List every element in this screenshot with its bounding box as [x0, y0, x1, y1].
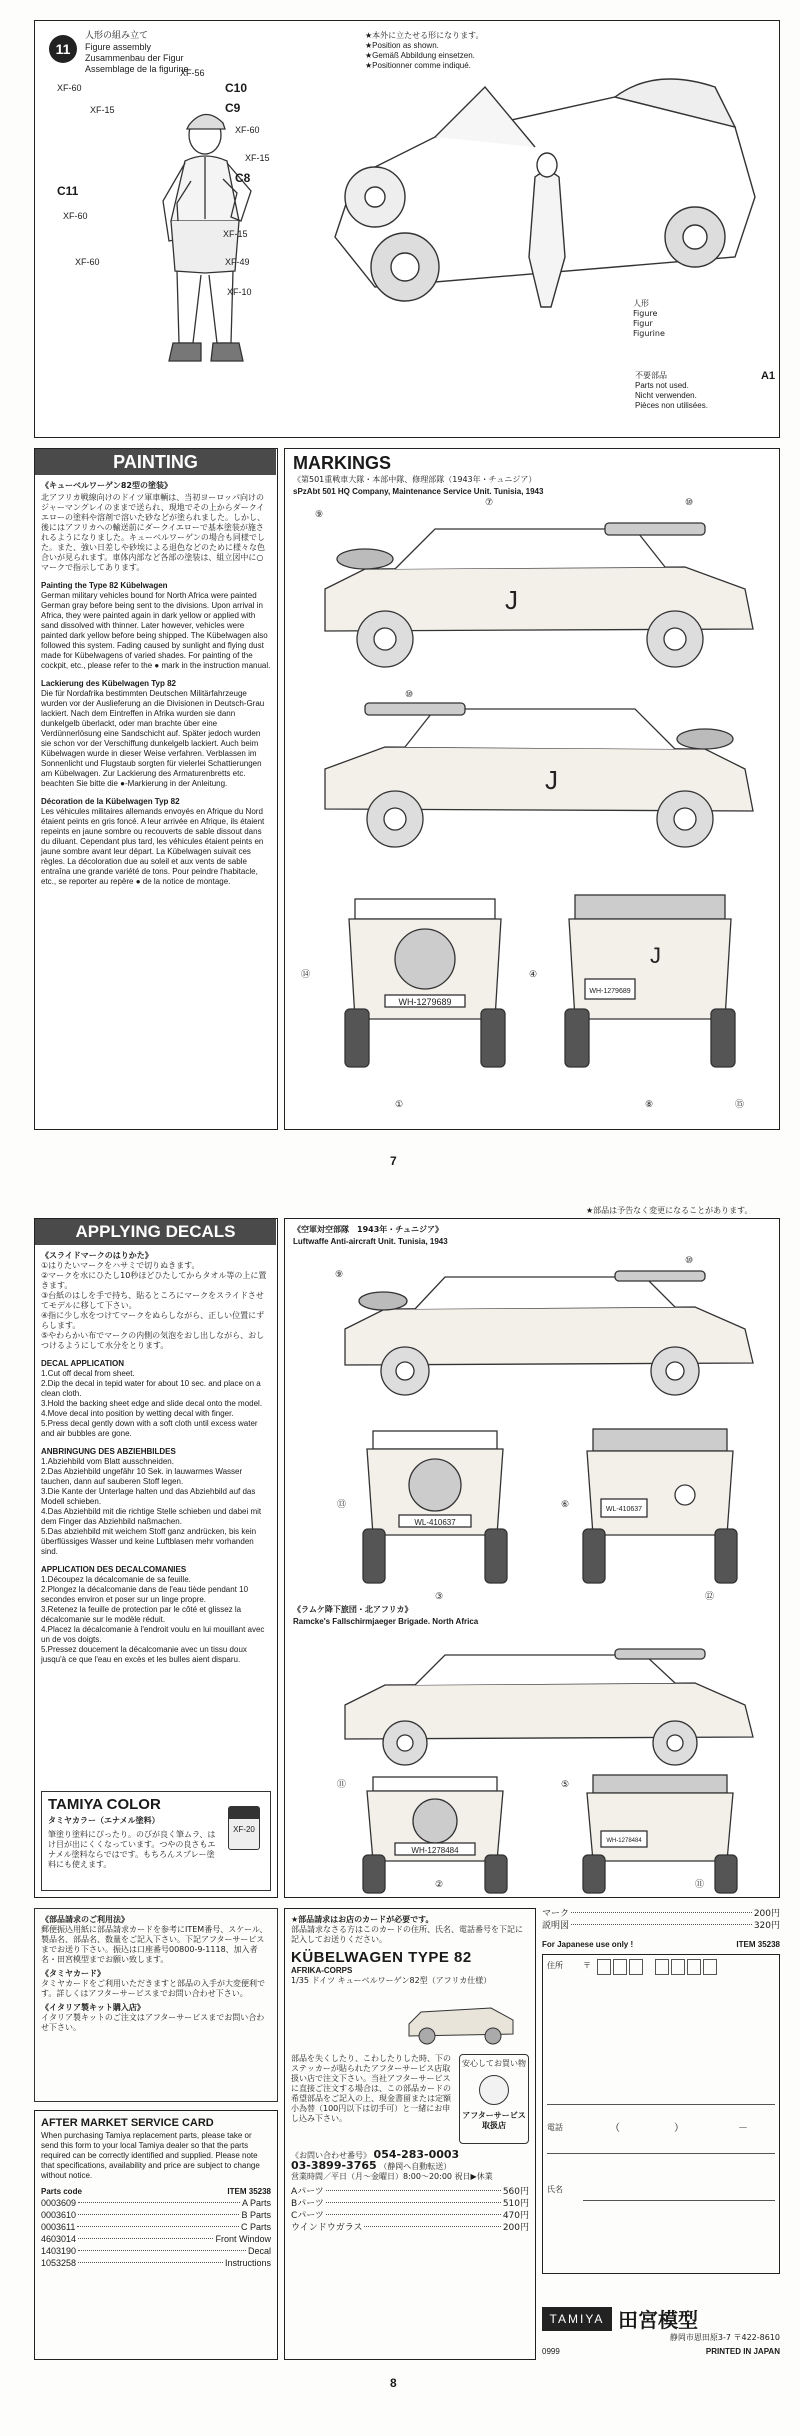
page-number-7: 7 [390, 1154, 397, 1168]
license-plate-rear: WH-1278484 [606, 1838, 642, 1844]
decal-callout: ⑩ [685, 497, 694, 507]
decal-callout: ⑪ [695, 1879, 705, 1889]
decal-step-de: 4.Das Abziehbild mit die richtige Stelle schieben und dabei mit dem Finger das Abziehbild naßmachen. [41, 1507, 262, 1526]
decal-step-en: 4.Move decal into position by wetting decal with finger. [41, 1409, 234, 1418]
figure-callout: 人形 Figure Figur Figurine [633, 299, 665, 338]
decal-callout: ① [395, 1099, 404, 1109]
license-plate-front: WL-410637 [414, 1518, 456, 1527]
license-plate-rear: WH-1279689 [589, 988, 631, 995]
marking-letter: J [545, 765, 558, 795]
painting-header: PAINTING [35, 449, 276, 475]
figure-assembly-drawing [105, 91, 305, 431]
name-field[interactable] [583, 2177, 775, 2201]
decal-callout: ⑥ [561, 1499, 570, 1509]
part-label: XF-56 [180, 68, 205, 78]
tamiya-star-logo: TAMIYA [542, 2307, 612, 2331]
top-right-note: ★部品は予告なく変更になることがあります。 [586, 1206, 753, 1215]
part-label: C8 [235, 171, 251, 185]
decal-step-jp: ②マークを水にひたし10秒ほどひたしてからタオル等の上に置きます。 [41, 1271, 267, 1290]
price-row: Cパーツ 470円 [291, 2211, 529, 2221]
parts-code-row: 0003611 C Parts [41, 2222, 271, 2232]
decal-callout: ⑦ [485, 497, 494, 507]
decal-step-de: 2.Das Abziehbild ungefähr 10 Sek. in lauwarmes Wasser tauchen, dann auf sauberen Stoff legen. [41, 1467, 243, 1486]
tamiya-company-block: TAMIYA 田宮模型 静岡市恩田原3-7 〒422-8610 0999 PRINTED IN JAPAN [542, 2304, 780, 2364]
part-label: C11 [57, 184, 79, 198]
decal-step-en: 5.Press decal gently down with a soft cloth until excess water and air bubbles are gone. [41, 1419, 258, 1438]
marking-letter: J [650, 943, 661, 968]
decal-step-jp: ①はりたいマークをハサミで切りぬきます。 [41, 1261, 200, 1270]
page-7 [6, 6, 794, 1186]
parts-order-card: ★部品請求はお店のカードが必要です。 部品請求なさる方はこのカードの住所、氏名、電話番号を下記に記入してお送りください。 KÜBELWAGEN TYPE 82 AFRIKA-CORPS 1/35 ドイツ キューベルワーゲン82型（アフリカ仕様） 部品を失くしたり、こわしたりした時、下のステッカーが貼られたアフターサービス店取扱い店で注文下さい。当社アフターサービスに直接ご注文する場合は、この部品カードの希望部品をご記入の上、現金書留または定額小為替（100円以下は切手可）と一緒にお申し込み下さい。 安心してお買い物 アフターサービス取扱店 《お問い合わせ番号》 054-283-0003 03-3899-3765 （静岡へ自動転送） 営業時間／平日（月～金曜日）8:00～20:00 祝日▶休業 Aパーツ 560円 Bパーツ 510円 Cパーツ 470円 ウインドウガラス 200円 [284, 1908, 536, 2360]
product-vehicle-illustration [401, 1990, 521, 2050]
part-label: C9 [225, 101, 241, 115]
license-plate-front: WH-1279689 [398, 997, 452, 1007]
decal-step-fr: 4.Placez la décalcomanie à l'endroit voulu en lui mouillant avec un de vos doigts. [41, 1625, 265, 1644]
license-plate-rear: WL-410637 [605, 1506, 643, 1513]
decal-callout: ⑭ [301, 969, 311, 979]
decal-step-jp: ⑤やわらかい布でマークの内側の気泡をおし出しながら、おしつけるようにして水分をとります。 [41, 1331, 265, 1350]
company-name-jp: 田宮模型 [618, 2308, 698, 2332]
price-row: Aパーツ 560円 [291, 2187, 529, 2197]
painting-fr-title: Décoration de la Kübelwagen Typ 82 [41, 797, 180, 806]
postal-code-boxes[interactable] [597, 1959, 717, 1975]
part-label: C10 [225, 81, 248, 95]
paint-bottle-label: XF-20 [233, 1825, 255, 1834]
page-number-8: 8 [390, 2376, 397, 2390]
decal-callout: ④ [529, 969, 538, 979]
decal-callout: ⑮ [735, 1099, 745, 1109]
decal-step-de: 3.Die Kante der Unterlage halten und das Abziehbild auf das Modell schieben. [41, 1487, 256, 1506]
part-label: XF-60 [75, 257, 100, 267]
decal-callout: ⑤ [561, 1779, 570, 1789]
price-row: Bパーツ 510円 [291, 2199, 529, 2209]
part-label: XF-60 [63, 211, 88, 221]
step-11-panel [34, 20, 780, 438]
painting-fr-body: Les véhicules militaires allemands envoyés en Afrique du Nord étaient peints en gris foncé. A leur arrivée en Afrique, ils étaient repeints en jaune sombre ou recouverts de sable dissout dans du diluant. Cependant plus tard, les véhicules étaient peints en jaune sombre avant leur départ. La Kübelwagen suivait ces règles. La décoloration due au soleil et aux vents de sable entraîna une grande variété de tons. Pour peindre l'habitacle, etc., se reporter au repère ● de la notice de montage. [41, 807, 265, 886]
painting-en-title: Painting the Type 82 Kübelwagen [41, 581, 168, 590]
price-row: マーク 200円 [542, 1909, 780, 1919]
painting-panel [34, 448, 278, 1130]
step-title-en: Figure assembly [85, 42, 152, 52]
tamiya-color-box: TAMIYA COLOR タミヤカラー（エナメル塗料） 筆塗り塗料にぴったり。のびが良く筆ムラ、はけ目が出にくくなっています。つやの良さもエナメル塗料ならではです。もちろんスプレー塗料にも使えます。 XF-20 [41, 1791, 271, 1891]
after-market-notes-jp: 《部品請求のご利用法》 郵便振込用紙に部品請求カードを参考にITEM番号、スケール、製品名、部品名、数量をご記入下さい。下記アフターサービスまでお送り下さい。振込は口座番号00800-9-1118、加入者名・田宮模型までお願い致します。 《タミヤカード》 タミヤカードをご利用いただきますと部品の入手が大変便利です。詳しくはアフターサービスまでお問い合わせ下さい。 《イタリア製キット購入店》 イタリア製キットのご注文はアフターサービスまでお問い合わせ下さい。 [34, 1908, 278, 2102]
parts-code-row: 4603014 Front Window [41, 2234, 271, 2244]
painting-de-title: Lackierung des Kübelwagen Typ 82 [41, 679, 176, 688]
step-title-jp: 人形の組み立て [85, 31, 149, 41]
applying-decals-panel: APPLYING DECALS 《スライドマークのはりかた》 ①はりたいマークをハサミで切りぬきます。 ②マークを水にひたし10秒ほどひたしてからタオル等の上に置きます。 ③台紙のはしを手で持ち、貼るところにマークをスライドさせてモデルに移して下さい。 ④指に少し水をつけてマークをぬらしながら、正しい位置にずらします。 ⑤やわらかい布でマークの内側の気泡をおし出しながら、おしつけるようにして水分をとります。 DECAL APPLICATION 1.Cut off decal from sheet. 2.Dip the decal in tepid water for about 10 sec. and place on a clean cloth. 3.Hold the backing sheet edge and slide decal onto the model. 4.Move decal into position by wetting decal with finger. 5.Press decal gently down with a soft cloth until excess water and air bubbles are gone. ANBRINGUNG DES ABZIEHBILDES 1.Abziehbild vom Blatt ausschneiden. 2.Das Abziehbild ungefähr 10 Sek. in lauwarmes Wasser tauchen, dann auf sauberen Stoff legen. 3.Die Kante der Unterlage halten und das Abziehbild auf das Modell schieben. 4.Das Abziehbild mit die richtige Stelle schieben und dabei mit dem Finger das Abziehbild naßmachen. 5.Das abziehbild mit weichem Stoff ganz andrücken, bis kein überflüssiges Wasser und keine Luftblasen mehr vorhanden sind. APPLICATION DES DECALCOMANIES 1.Découpez la décalcomanie de sa feuille. 2.Plongez la décalcomanie dans de l'eau tiède pendant 10 secondes environ et poser sur un linge propre. 3.Retenez la feuille de protection par le côté et glissez la décalcomanie sur le modèle réduit. 4.Placez la décalcomanie à l'endroit voulu en lui mouillant avec un de vos doigts. 5.Pressez doucement la décalcomanie avec un tissu doux jusqu'à ce que l'eau en excès et les bulles aient disparu. TAMIYA COLOR タミヤカラー（エナメル塗料） 筆塗り塗料にぴったり。のびが良く筆ムラ、はけ目が出にくくなっています。つやの良さもエナメル塗料ならではです。もちろんスプレー塗料にも使えます。 XF-20 [34, 1218, 278, 1898]
paint-bottle-icon [228, 1806, 260, 1850]
step-title-fr: Assemblage de la figurine [85, 64, 189, 74]
phone-field[interactable]: （ ） － [610, 2123, 748, 2134]
painting-en-body: German military vehicles bound for North Africa were painted German gray before being sent to the divisions. Upon arrival in Africa, they were painted again in dark yellow or applied with sand dissolved with thinner. Later however, vehicles were painted dark yellow before being shipped. The Kübelwagen also followed this system. Fading caused by sunlight and flying dust made for Kübelwagens of varied shades. For painting of the cockpit, etc., please refer to the ● mark in the instruction manual. [41, 591, 271, 670]
decal-step-en: 3.Hold the backing sheet edge and slide decal onto the model. [41, 1399, 263, 1408]
ramcke-vehicle-side-view [325, 1639, 765, 1769]
markings-panel-2: 《空軍対空部隊 1943年・チュニジア》 Luftwaffe Anti-aircraft Unit. Tunisia, 1943 WL-410637 WL-410637 《ラムケ降下旅団・北アフリカ》 Ramcke's Fallschirmjaeger Brigade. North Africa WH-1278484 WH-1278484 ⑨ ⑩ ⑬ ③ ⑥ ⑫ ⑪ ② ⑤ ⑪ [284, 1218, 780, 1898]
decal-step-jp: ③台紙のはしを手で持ち、貼るところにマークをスライドさせてモデルに移して下さい。 [41, 1291, 264, 1310]
decal-callout: ⑩ [405, 689, 414, 699]
luftwaffe-vehicle-side-view [325, 1259, 765, 1399]
painting-jp-title: 《キューベルワーゲン82型の塗装》 [41, 481, 172, 490]
markings-subtitle-jp: 《第501重戦車大隊・本部中隊、修理部隊（1943年・チュニジア） [293, 475, 537, 484]
product-title: KÜBELWAGEN TYPE 82 [291, 1949, 472, 1966]
painting-de-body: Die für Nordafrika bestimmten Deutschen Militärfahrzeuge wurden vor der Auslieferung an die Divisionen in Deutsch-Grau lackiert. Nach dem Eintreffen in Afrika wurden sie dann dunkelgelb überlackt, oder man brachte über eine Verdünnerlösung eine Sandschicht auf. Später jedoch wurden sie schon vor der Verschiffung dunkelgelb lackiert. Auch beim Kübelwagen wurde in dieser Weise verfahren. Verblassen im Sonnenlicht und Flugstaub sorgten für vielerlei Schattierungen am Kübelwagen. Zur Lackierung des Armaturenbretts etc. beachten Sie bitte die ●-Markierung in der Anleitung. [41, 689, 265, 788]
markings-subtitle-en: sPzAbt 501 HQ Company, Maintenance Service Unit. Tunisia, 1943 [293, 487, 544, 496]
part-label: XF-60 [57, 83, 82, 93]
address-field[interactable] [547, 1985, 775, 2105]
decal-callout: ⑫ [705, 1591, 715, 1601]
decal-step-fr: 1.Découpez la décalcomanie de sa feuille. [41, 1575, 191, 1584]
marking-letter: J [505, 585, 518, 615]
parts-code-row: 1053258 Instructions [41, 2258, 271, 2268]
decal-callout: ⑧ [645, 1099, 654, 1109]
address-order-form: マーク 200円 説明図 320円 For Japanese use only ! ITEM 35238 住所 〒 電話 （ ） － 氏名 [542, 1908, 780, 2298]
position-note: ★本外に立たせる形になります。 ★Position as shown. ★Gemäß Abbildung einsetzen. ★Positionner comme indiqué. [365, 31, 484, 70]
decal-callout: ② [435, 1879, 444, 1889]
after-market-service-card: AFTER MARKET SERVICE CARD When purchasing Tamiya replacement parts, please take or send this form to your local Tamiya dealer so that the parts required can be correctly identified and supplied. Please note that specifications, availability and price are subject to change without notice. Parts code ITEM 35238 0003609 A Parts 0003610 B Parts 0003611 C Parts 4603014 Front Window 1403190 Decal 1053258 Instructions [34, 2110, 278, 2360]
markings-header: MARKINGS [293, 453, 391, 473]
ramcke-vehicle-front-view [355, 1771, 515, 1895]
part-label: XF-49 [225, 257, 250, 267]
license-plate-front: WH-1278484 [411, 1846, 459, 1855]
decal-callout: ⑬ [337, 1499, 347, 1509]
painting-jp-body: 北アフリカ戦線向けのドイツ軍車輌は、当初ヨーロッパ向けのジャーマングレイのままで送られ、現地でその上からダークイエローの塗料や溶剤で溶いた砂などが塗られました。しかし、後にはアフリカへの輸送前にダークイエローで基本塗装が施されるようになりました。キューベルワーゲンの場合も同様でした。また、強い日差しや砂埃による退色などのために様々な色合いが見られます。車体内部など各部の塗装は、組立図中に○マークで指示してあります。 [41, 493, 265, 572]
vehicle-side-view-right [305, 509, 765, 679]
parts-code-row: 0003609 A Parts [41, 2198, 271, 2208]
part-label: XF-15 [223, 229, 248, 239]
decal-step-fr: 2.Plongez la décalcomanie dans de l'eau tiède pendant 10 secondes environ et poser sur un linge propre. [41, 1585, 249, 1604]
decal-step-de: 5.Das abziehbild mit weichem Stoff ganz andrücken, bis kein überflüssiges Wasser und keine Luftblasen mehr vorhanden sind. [41, 1527, 257, 1556]
decal-step-en: 2.Dip the decal in tepid water for about 10 sec. and place on a clean cloth. [41, 1379, 261, 1398]
vehicle-rear-view [555, 879, 745, 1079]
parts-code-row: 1403190 Decal [41, 2246, 271, 2256]
markings-panel [284, 448, 780, 1130]
parts-code-row: 0003610 B Parts [41, 2210, 271, 2220]
phone-number-tokyo: 03-3899-3765 [291, 2159, 377, 2172]
applying-decals-header: APPLYING DECALS [35, 1219, 276, 1245]
price-row: 説明図 320円 [542, 1921, 780, 1931]
decal-step-fr: 3.Retenez la feuille de protection par le côté et glissez la décalcomanie sur le modèle réduit. [41, 1605, 242, 1624]
unused-parts-note: 不要部品 A1 Parts not used. Nicht verwenden. Pièces non utilisées. [635, 370, 775, 410]
decal-callout: ⑪ [337, 1779, 347, 1789]
decal-step-jp: ④指に少し水をつけてマークをぬらしながら、正しい位置にずらします。 [41, 1311, 265, 1330]
decal-step-en: 1.Cut off decal from sheet. [41, 1369, 135, 1378]
decal-callout: ③ [435, 1591, 444, 1601]
step-title-de: Zusammenbau der Figur [85, 53, 184, 63]
part-label: XF-15 [245, 153, 270, 163]
vehicle-front-view [335, 879, 515, 1079]
luftwaffe-vehicle-rear-view [575, 1415, 745, 1595]
part-label: XF-60 [235, 125, 260, 135]
vehicle-side-view-left [305, 689, 765, 859]
decal-callout: ⑩ [685, 1255, 694, 1265]
decal-step-de: 1.Abziehbild vom Blatt ausschneiden. [41, 1457, 174, 1466]
price-row: ウインドウガラス 200円 [291, 2223, 529, 2233]
part-label: XF-15 [90, 105, 115, 115]
after-service-sticker: 安心してお買い物 アフターサービス取扱店 [459, 2054, 529, 2144]
decal-callout: ⑨ [315, 509, 324, 519]
luftwaffe-vehicle-front-view [355, 1415, 515, 1595]
vehicle-with-figure-drawing [315, 57, 775, 357]
mascot-icon [479, 2075, 509, 2105]
decal-step-fr: 5.Pressez doucement la décalcomanie avec un tissu doux jusqu'à ce que l'eau en excès et les bulles aient disparu. [41, 1645, 247, 1664]
step-number-badge: 11 [49, 35, 77, 63]
page-8 [6, 1206, 794, 2430]
ramcke-vehicle-rear-view [575, 1771, 745, 1895]
part-label: XF-10 [227, 287, 252, 297]
decal-callout: ⑨ [335, 1269, 344, 1279]
phone-number-shizuoka: 054-283-0003 [373, 2148, 460, 2161]
